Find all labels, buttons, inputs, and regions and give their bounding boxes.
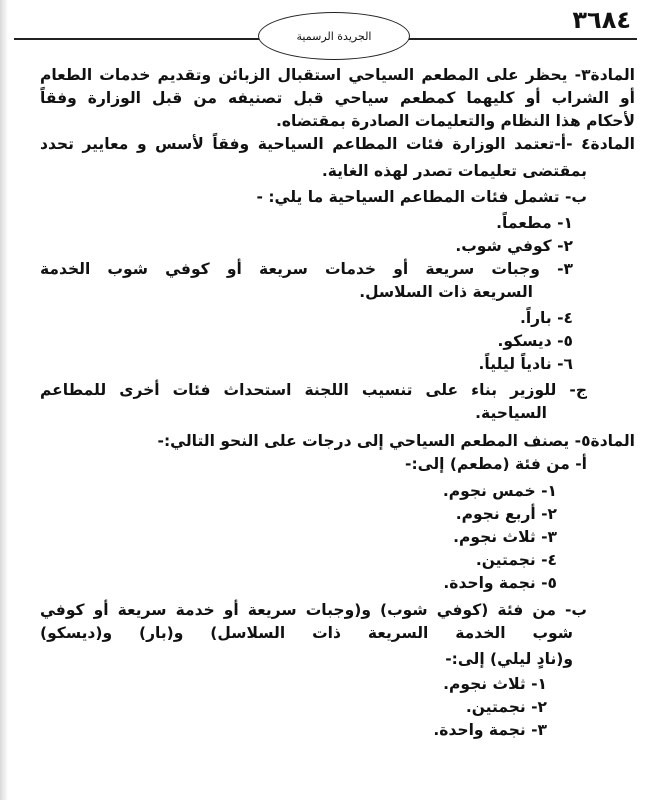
article-4b-heading: ب- تشمل فئات المطاعم السياحية ما يلي: - bbox=[256, 188, 587, 206]
list-item: ١- خمس نجوم. bbox=[442, 482, 557, 500]
article-5b-line-1: ب- من فئة (كوفي شوب) و(وجبات سريعة أو خدمة سريعة أو كوفي bbox=[40, 601, 587, 619]
article-4-line-2: بمقتضى تعليمات تصدر لهذه الغاية. bbox=[321, 162, 587, 180]
list-item: ١- مطعماً. bbox=[496, 214, 573, 232]
page-edge-shadow bbox=[0, 0, 8, 800]
document-body bbox=[40, 64, 635, 742]
list-item: ٤- نجمتين. bbox=[475, 551, 557, 569]
list-item: ١- ثلاث نجوم. bbox=[443, 675, 547, 693]
article-5-heading: المادة٥- يصنف المطعم السياحي إلى درجات على النحو التالي:- bbox=[157, 432, 635, 450]
journal-name: الجريدة الرسمية bbox=[296, 29, 372, 43]
list-item: ٢- كوفي شوب. bbox=[455, 237, 573, 255]
article-3-line-2: أو الشراب أو كليهما كمطعم سياحي قبل تصنيفه من قبل الوزارة وفقاً bbox=[40, 89, 635, 107]
article-5b-line-2: شوب الخدمة السريعة ذات السلاسل) و(بار) و(ديسكو) bbox=[40, 624, 573, 642]
journal-name-oval bbox=[258, 12, 410, 60]
list-item-continuation: السريعة ذات السلاسل. bbox=[359, 283, 533, 301]
list-item: ٣- ثلاث نجوم. bbox=[453, 528, 557, 546]
list-item: ٦- نادياً ليلياً. bbox=[478, 355, 573, 373]
list-item: ٤- باراً. bbox=[519, 309, 573, 327]
article-5a-heading: أ- من فئة (مطعم) إلى:- bbox=[405, 455, 587, 473]
article-3-line-3: لأحكام هذا النظام والتعليمات الصادرة بمقتضاه. bbox=[275, 112, 635, 130]
list-item: ٣- وجبات سريعة أو خدمات سريعة أو كوفي شوب الخدمة bbox=[40, 260, 573, 278]
article-3-line-1: المادة٣- يحظر على المطعم السياحي استقبال الزبائن وتقديم خدمات الطعام bbox=[40, 66, 635, 84]
list-item: ٢- أربع نجوم. bbox=[455, 505, 557, 523]
article-4c-line-2: السياحية. bbox=[475, 404, 547, 422]
list-item: ٥- ديسكو. bbox=[497, 332, 573, 350]
page-number: ٣٦٨٤ bbox=[572, 6, 631, 34]
article-4-line-1: المادة٤ -أ-تعتمد الوزارة فئات المطاعم السياحية وفقاً لأسس و معايير تحدد bbox=[40, 135, 635, 153]
list-item: ٥- نجمة واحدة. bbox=[443, 574, 557, 592]
list-item: ٣- نجمة واحدة. bbox=[433, 721, 547, 739]
article-5b-line-3: و(نادٍ ليلي) إلى:- bbox=[445, 650, 573, 668]
list-item: ٢- نجمتين. bbox=[465, 698, 547, 716]
article-4c-line-1: ج- للوزير بناء على تنسيب اللجنة استحداث فئات أخرى للمطاعم bbox=[40, 381, 587, 399]
